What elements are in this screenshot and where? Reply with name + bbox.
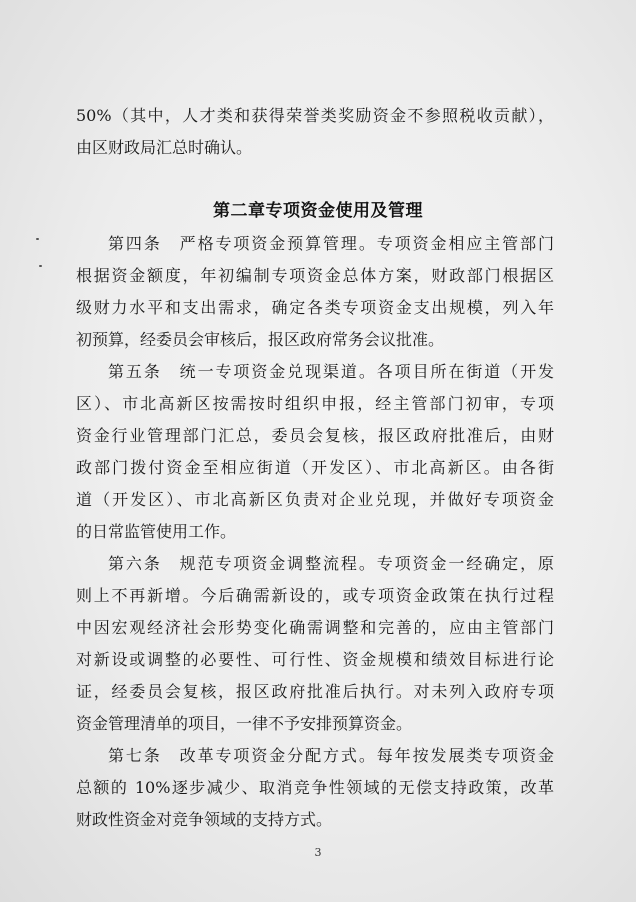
page-number: 3 [314, 846, 322, 859]
paragraph-line: 区）、市北高新区按需按时组织申报，经主管部门初审，专项 [76, 394, 554, 413]
article-6 [76, 548, 554, 740]
paragraph-line: 第五条 统一专项资金兑现渠道。各项目所在街道（开发 [108, 362, 554, 381]
paragraph-line: 的日常监管使用工作。 [76, 522, 237, 541]
paragraph-line: 证，经委员会复核，报区政府批准后执行。对未列入政府专项 [76, 682, 554, 701]
article-4 [76, 228, 554, 356]
article-7 [76, 740, 554, 836]
paragraph-line: 政部门拨付资金至相应街道（开发区）、市北高新区。由各街 [76, 458, 554, 477]
paragraph-line: 由区财政局汇总时确认。 [76, 138, 253, 157]
paragraph-line: 则上不再新增。今后确需新设的，或专项资金政策在执行过程 [76, 586, 554, 605]
paragraph-line: 中因宏观经济社会形势变化确需调整和完善的，应由主管部门 [76, 618, 554, 637]
paragraph-line: 第七条 改革专项资金分配方式。每年按发展类专项资金 [108, 746, 554, 765]
paragraph-line: 资金行业管理部门汇总，委员会复核，报区政府批准后，由财 [76, 426, 554, 445]
paragraph-line: 初预算，经委员会审核后，报区政府常务会议批准。 [76, 330, 445, 349]
scan-speck [39, 265, 42, 267]
paragraph-line: 第六条 规范专项资金调整流程。专项资金一经确定，原 [108, 554, 554, 573]
paragraph-line: 级财力水平和支出需求，确定各类专项资金支出规模，列入年 [76, 298, 554, 317]
paragraph-line: 总额的 10%逐步减少、取消竞争性领域的无偿支持政策，改革 [76, 778, 554, 797]
paragraph-line: 财政性资金对竞争领域的支持方式。 [76, 810, 333, 829]
chapter-title: 第二章专项资金使用及管理 [213, 201, 423, 221]
scan-speck [36, 238, 39, 240]
paragraph-line: 资金管理清单的项目，一律不予安排预算资金。 [76, 714, 413, 733]
top-paragraph [76, 100, 554, 164]
paragraph-line: 50%（其中，人才类和获得荣誉类奖励资金不参照税收贡献）， [76, 106, 554, 125]
paragraph-line: 对新设或调整的必要性、可行性、资金规模和绩效目标进行论 [76, 650, 554, 669]
article-5 [76, 356, 554, 548]
paragraph-line: 道（开发区）、市北高新区负责对企业兑现，并做好专项资金 [76, 490, 554, 509]
paragraph-line: 第四条 严格专项资金预算管理。专项资金相应主管部门 [108, 234, 554, 253]
paragraph-line: 根据资金额度，年初编制专项资金总体方案，财政部门根据区 [76, 266, 554, 285]
